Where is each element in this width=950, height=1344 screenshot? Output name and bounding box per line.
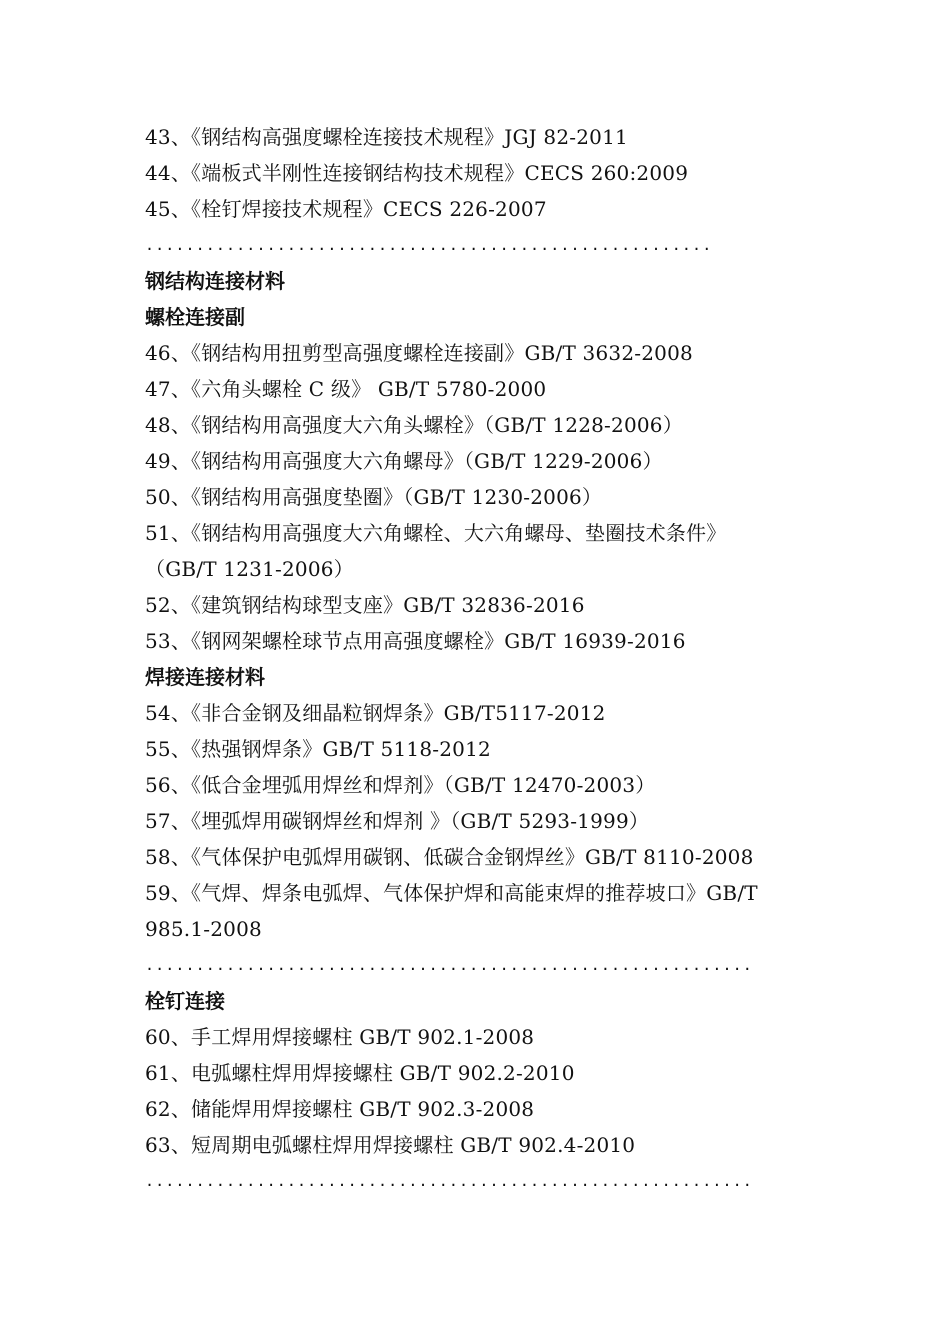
ellipsis-divider-2: ............................................................ <box>145 956 753 974</box>
standard-item-47: 47、《六角头螺栓 C 级》 GB/T 5780-2000 <box>145 377 547 401</box>
standard-item-49: 49、《钢结构用高强度大六角螺母》（GB/T 1229-2006） <box>145 449 663 473</box>
standard-item-57: 57、《埋弧焊用碳钢焊丝和焊剂 》（GB/T 5293-1999） <box>145 809 650 833</box>
standard-item-56: 56、《低合金埋弧用焊丝和焊剂》（GB/T 12470-2003） <box>145 773 656 797</box>
standard-item-48: 48、《钢结构用高强度大六角头螺栓》（GB/T 1228-2006） <box>145 413 683 437</box>
standard-item-53: 53、《钢网架螺栓球节点用高强度螺栓》GB/T 16939-2016 <box>145 629 686 653</box>
standard-item-52: 52、《建筑钢结构球型支座》GB/T 32836-2016 <box>145 593 585 617</box>
standard-item-58: 58、《气体保护电弧焊用碳钢、低碳合金钢焊丝》GB/T 8110-2008 <box>145 845 754 869</box>
standard-item-43: 43、《钢结构高强度螺栓连接技术规程》JGJ 82-2011 <box>145 125 628 149</box>
section-heading-connection-materials: 钢结构连接材料 <box>145 269 285 293</box>
standard-item-51-continuation: （GB/T 1231-2006） <box>145 557 354 581</box>
standard-item-62: 62、储能焊用焊接螺柱 GB/T 902.3-2008 <box>145 1097 535 1121</box>
standard-item-63: 63、短周期电弧螺柱焊用焊接螺柱 GB/T 902.4-2010 <box>145 1133 636 1157</box>
standard-item-46: 46、《钢结构用扭剪型高强度螺栓连接副》GB/T 3632-2008 <box>145 341 693 365</box>
standard-item-59: 59、《气焊、焊条电弧焊、气体保护焊和高能束焊的推荐坡口》GB/T <box>145 881 758 905</box>
standard-item-61: 61、电弧螺柱焊用焊接螺柱 GB/T 902.2-2010 <box>145 1061 575 1085</box>
section-heading-welding-materials: 焊接连接材料 <box>145 665 265 689</box>
standard-item-59-continuation: 985.1-2008 <box>145 917 262 941</box>
section-heading-stud-connections: 栓钉连接 <box>145 989 225 1013</box>
standard-item-54: 54、《非合金钢及细晶粒钢焊条》GB/T5117-2012 <box>145 701 606 725</box>
standard-item-60: 60、手工焊用焊接螺柱 GB/T 902.1-2008 <box>145 1025 535 1049</box>
ellipsis-divider-3: ............................................................ <box>145 1172 753 1190</box>
standard-item-45: 45、《栓钉焊接技术规程》CECS 226-2007 <box>145 197 547 221</box>
ellipsis-divider-1: ........................................................ <box>145 236 713 254</box>
standard-item-55: 55、《热强钢焊条》GB/T 5118-2012 <box>145 737 491 761</box>
section-heading-bolt-assemblies: 螺栓连接副 <box>145 305 245 329</box>
standard-item-51: 51、《钢结构用高强度大六角螺栓、大六角螺母、垫圈技术条件》 <box>145 521 727 545</box>
document-page <box>145 119 825 1199</box>
standard-item-50: 50、《钢结构用高强度垫圈》（GB/T 1230-2006） <box>145 485 603 509</box>
standard-item-44: 44、《端板式半刚性连接钢结构技术规程》CECS 260:2009 <box>145 161 689 185</box>
